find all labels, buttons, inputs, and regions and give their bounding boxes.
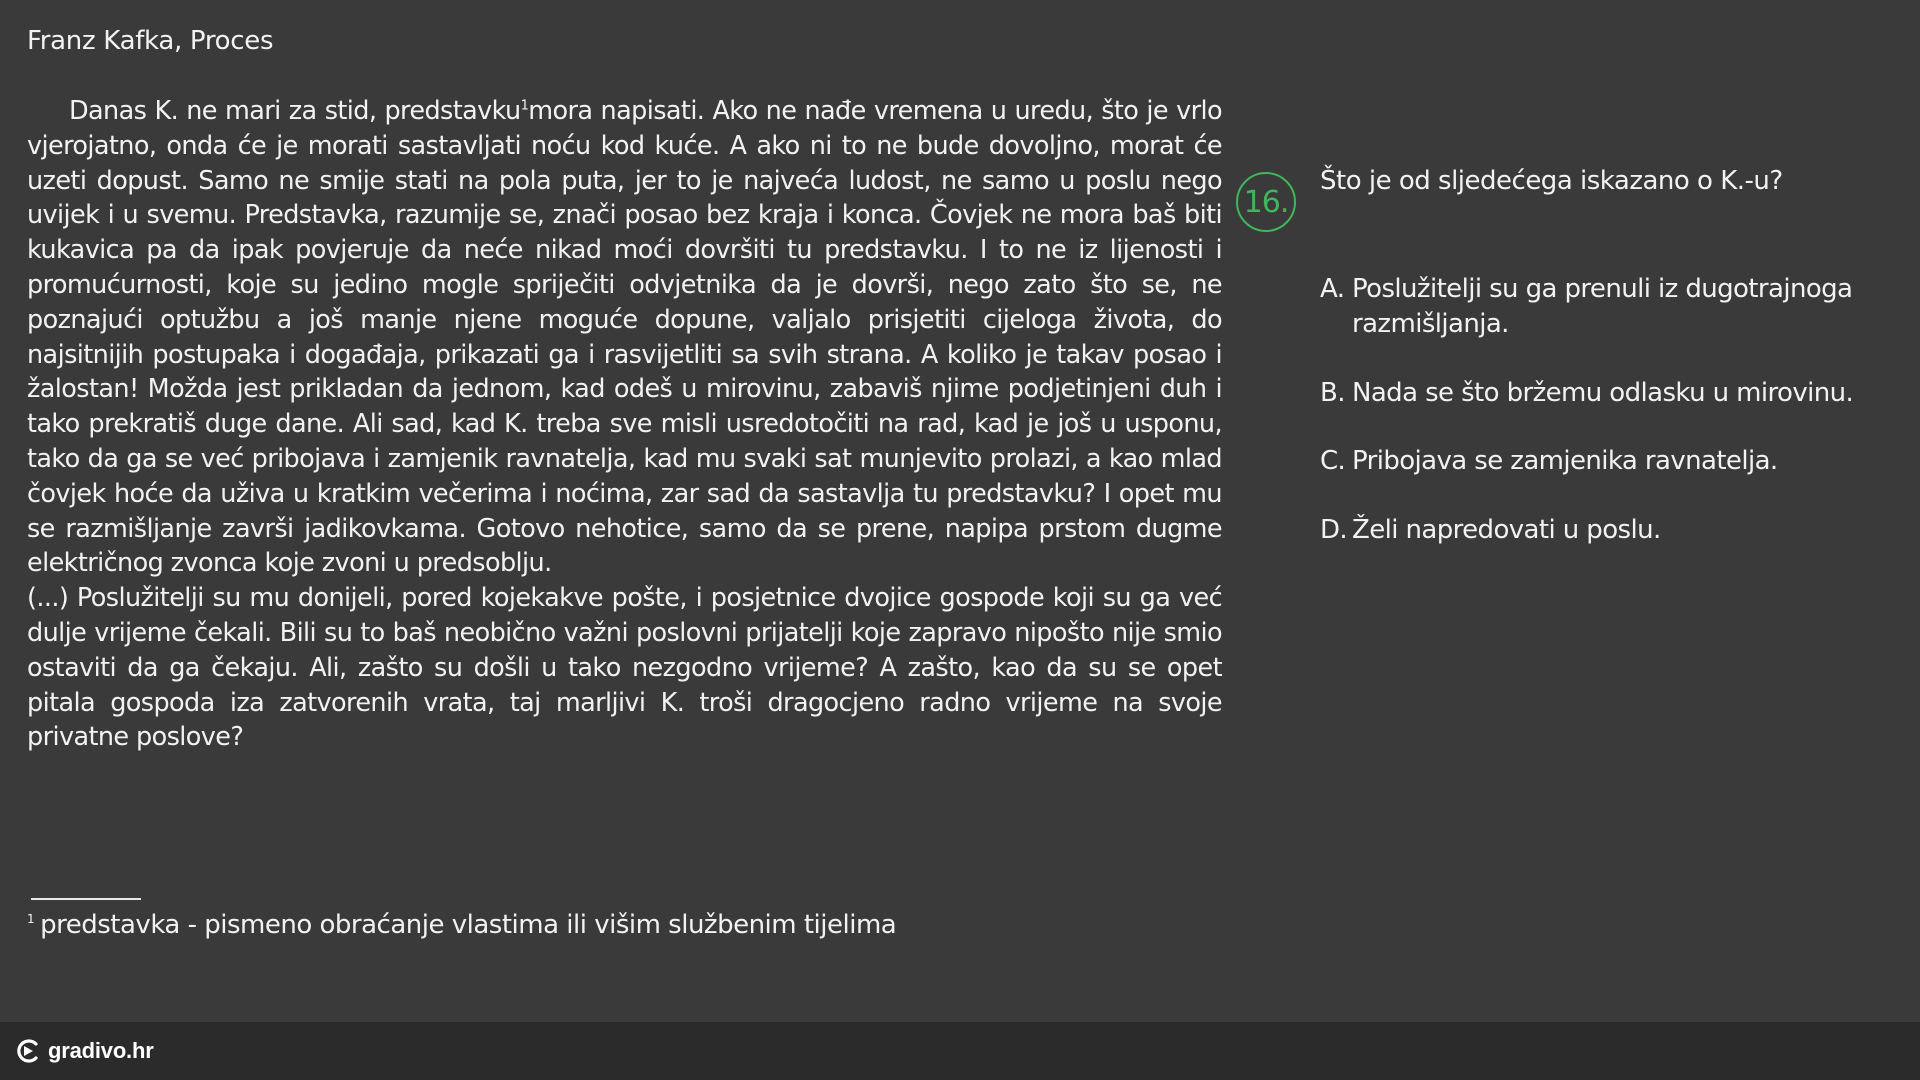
option-letter: A. bbox=[1320, 274, 1345, 304]
footnote-divider bbox=[31, 898, 141, 900]
passage-paragraph-1-start: Danas K. ne mari za stid, predstavku bbox=[69, 96, 521, 126]
passage-paragraph-1-rest: mora napisati. Ako ne nađe vremena u uredu, što je vrlo vjerojatno, onda će je morati sastavljati noću kod kuće. A ako ni to ne bude dovoljno, morat će uzeti dopust. Samo ne smije stati na pola puta, jer to je najveća ludost, ne samo u poslu nego uvijek i u svemu. Predstavka, razumije se, znači posao bez kraja i konca. Čovjek ne mora baš biti kukavica pa da ipak povjeruje da neće nikad moći dovršiti tu predstavku. I to ne iz lijenosti i promućurnosti, koje su jedino mogle spriječiti odvjetnika da je dovrši, nego zato što se, ne poznajući optužbu a još manje njene moguće dopune, valjalo prisjetiti cijeloga života, do najsitnijih postupaka i događaja, prikazati ga i rasvijetliti sa svih strana. A koliko je takav posao i žalostan! Možda jest prikladan da jednom, kad odeš u mirovinu, zabaviš njime podjetinjeni duh i tako prekratiš duge dane. Ali sad, kad K. treba sve misli usredotočiti na rad, kad je još u usponu, tako da ga se već pribojava i zamjenik ravnatelja, kad mu svaki sat munjevito prolazi, a kao mlad čovjek hoće da uživa u kratkim večerima i noćima, zar sad da sastavlja tu predstavku? I opet mu se razmišljanje završi jadikovkama. Gotovo nehotice, samo da se prene, napipa prstom dugme električnog zvonca koje zvoni u predsoblju. bbox=[27, 96, 1222, 579]
option-a[interactable] bbox=[1320, 272, 1880, 342]
option-letter: C. bbox=[1320, 446, 1346, 477]
question-number-badge bbox=[1236, 172, 1296, 232]
option-b[interactable] bbox=[1320, 376, 1880, 411]
footnote-marker: 1 bbox=[520, 98, 529, 114]
answer-options bbox=[1320, 272, 1880, 582]
question-number: 16. bbox=[1243, 184, 1289, 220]
footnote-number: 1 bbox=[27, 912, 35, 927]
option-text: Nada se što bržemu odlasku u mirovinu. bbox=[1352, 377, 1854, 408]
option-text: Želi napredovati u poslu. bbox=[1352, 515, 1661, 546]
reading-passage bbox=[27, 94, 1222, 755]
gradivo-logo-icon bbox=[14, 1037, 42, 1065]
source-title: Franz Kafka, Proces bbox=[27, 26, 274, 56]
option-d[interactable] bbox=[1320, 513, 1880, 548]
option-c[interactable] bbox=[1320, 444, 1880, 479]
footnote-text: predstavka - pismeno obraćanje vlastima ili višim službenim tijelima bbox=[40, 910, 897, 940]
question-text: Što je od sljedećega iskazano o K.-u? bbox=[1320, 166, 1783, 196]
option-letter: D. bbox=[1320, 515, 1348, 546]
passage-paragraph-1 bbox=[27, 94, 1222, 581]
option-letter: B. bbox=[1320, 377, 1345, 408]
passage-paragraph-2: (...) Poslužitelji su mu donijeli, pored kojekakve pošte, i posjetnice dvojice gospode koji su ga već dulje vrijeme čekali. Bili su to baš neobično važni poslovni prijatelji koje zapravo nipošto nije smio ostaviti da ga čekaju. Ali, zašto su došli u tako nezgodno vrijeme? A zašto, kao da su se opet pitala gospoda iza zatvorenih vrata, taj marljivi K. troši dragocjeno radno vrijeme na svoje privatne poslove? bbox=[27, 583, 1222, 753]
footer-bar bbox=[0, 1022, 1920, 1080]
brand-logo[interactable] bbox=[14, 1037, 154, 1065]
option-text: Pribojava se zamjenika ravnatelja. bbox=[1352, 446, 1778, 477]
brand-name: gradivo.hr bbox=[48, 1038, 154, 1063]
footnote bbox=[27, 910, 896, 940]
option-text: Poslužitelji su ga prenuli iz dugotrajnoga razmišljanja. bbox=[1352, 274, 1853, 339]
